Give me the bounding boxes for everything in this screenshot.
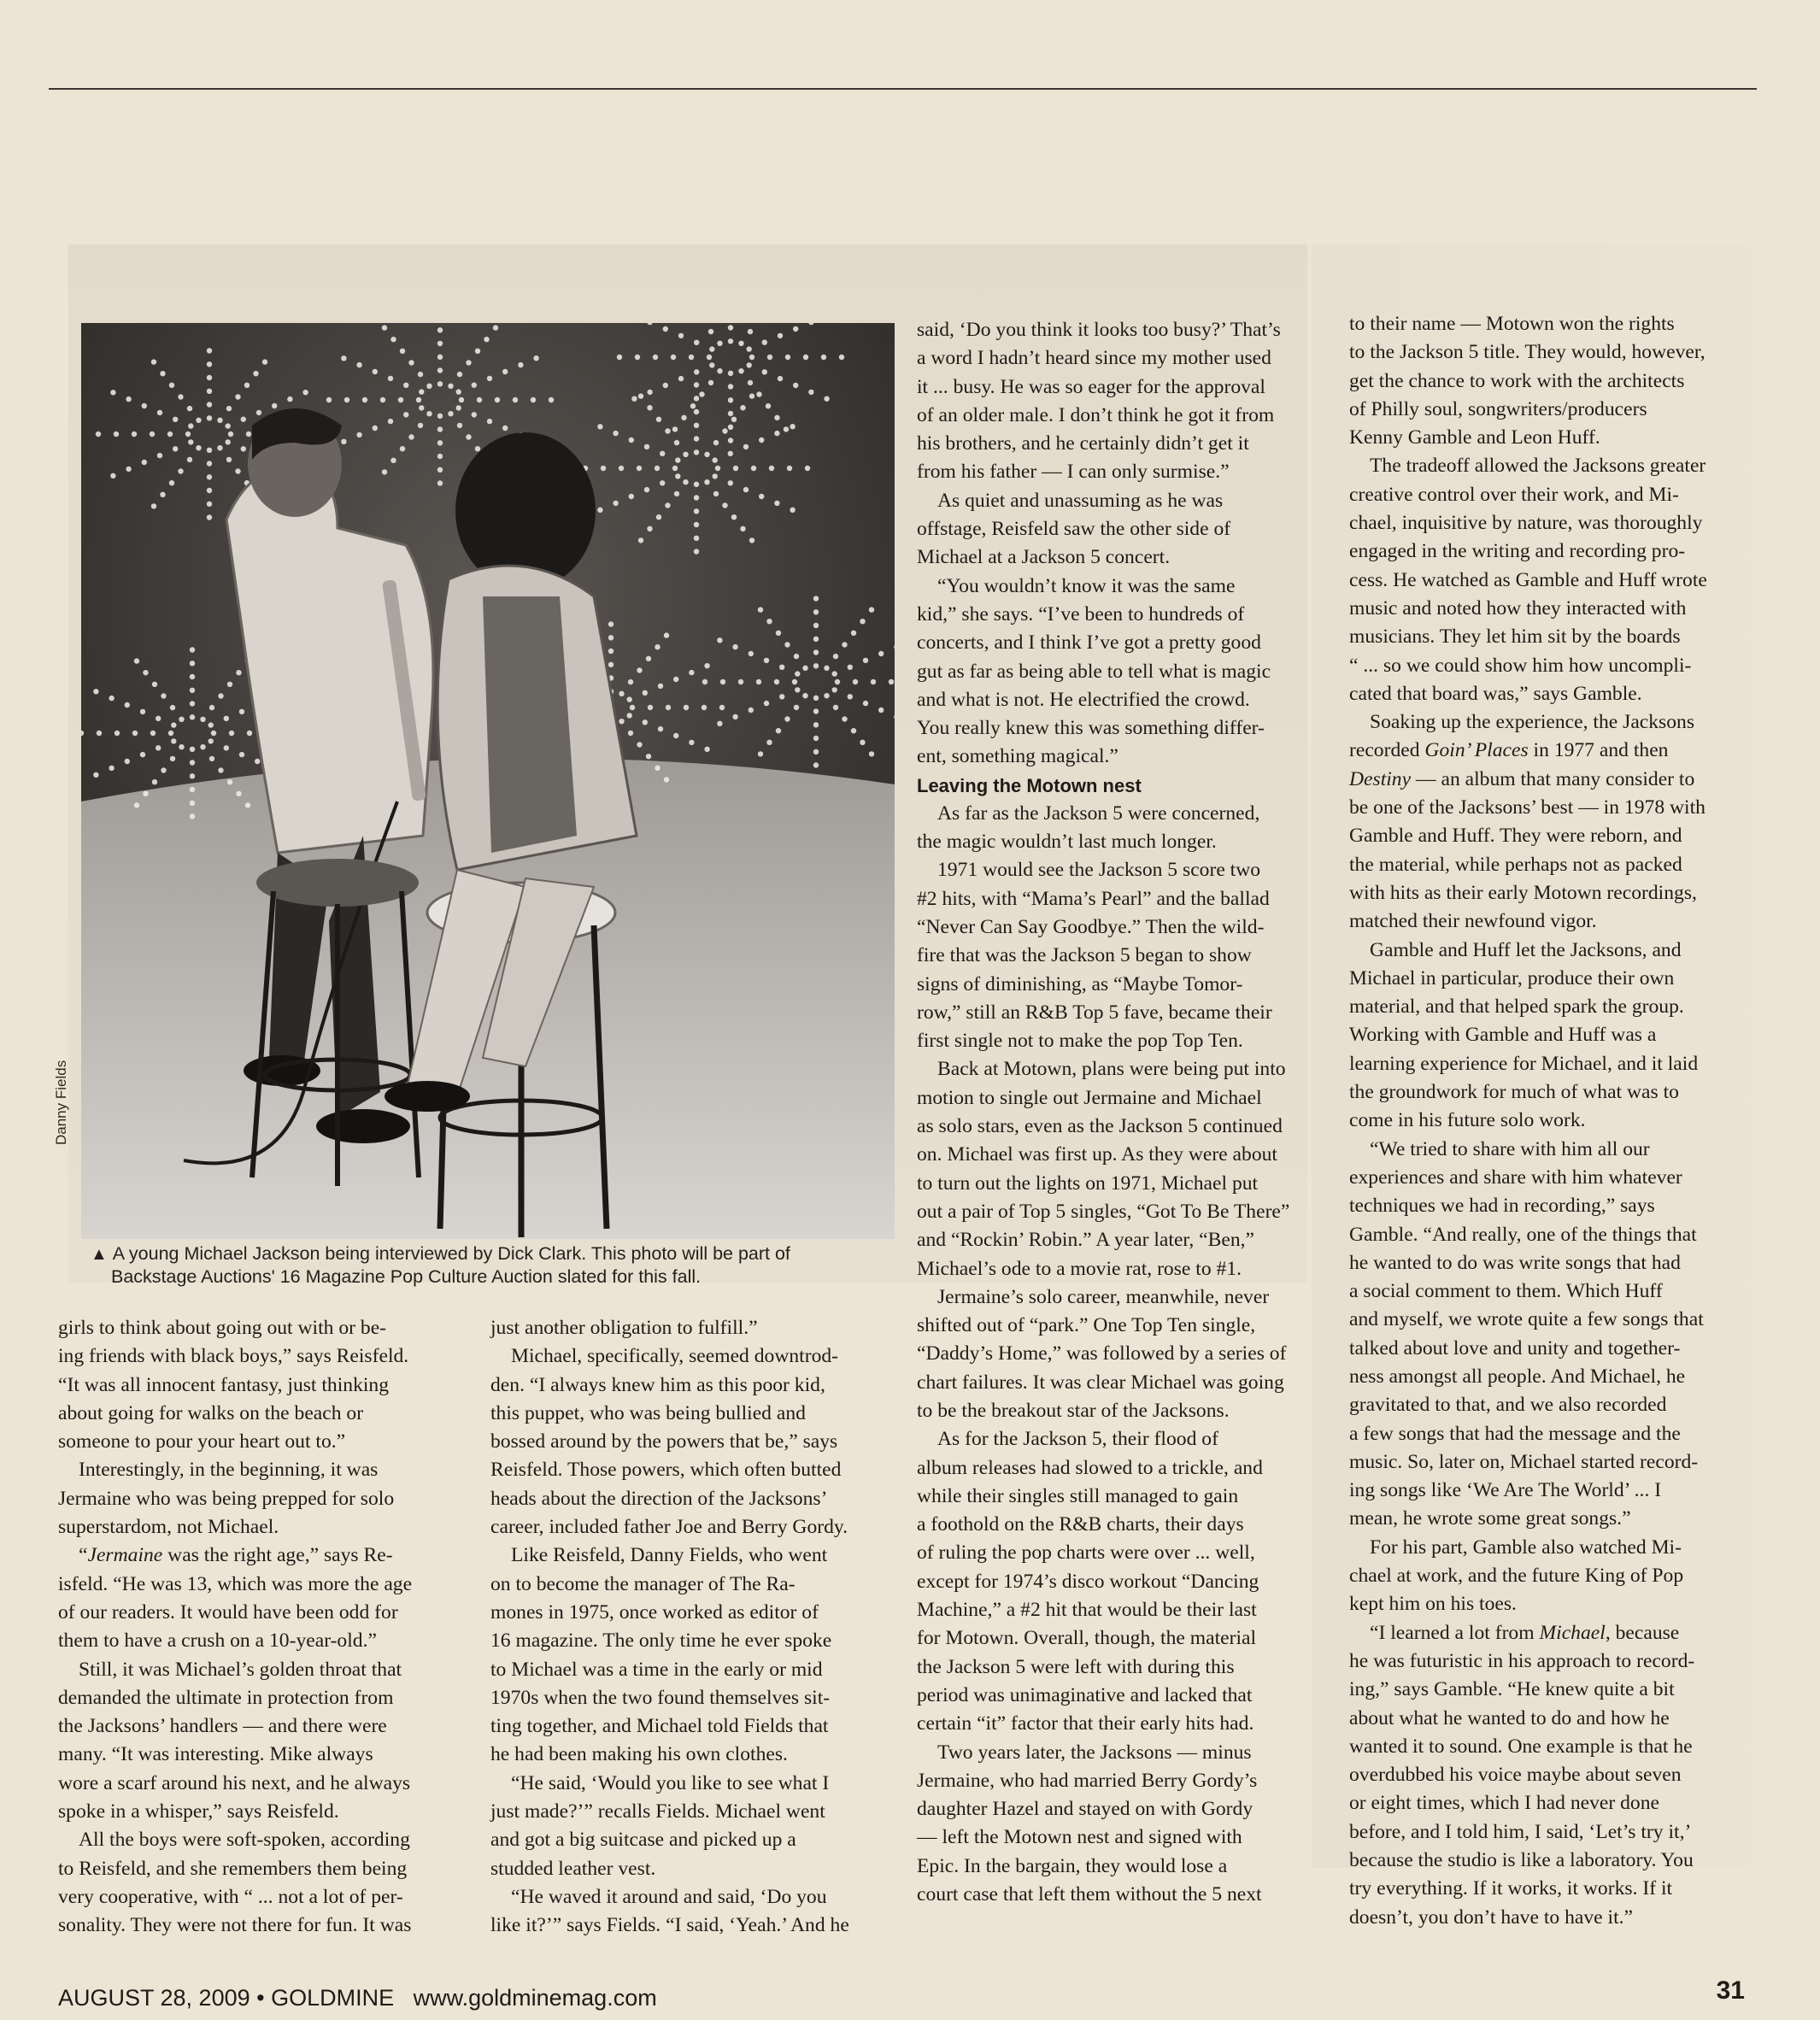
text-line: Back at Motown, plans were being put into [937,1058,1286,1081]
paragraph [490,1314,896,1342]
text-line: 1970s when the two found themselves sit- [490,1686,831,1709]
text-line: shifted out of “park.” One Top Ten single, [917,1314,1256,1337]
paragraph [1349,1136,1768,1534]
text-line: of our readers. It would have been odd for [58,1600,398,1624]
text-line: with hits as their early Motown recordings, [1349,881,1697,904]
text-line: signs of diminishing, as “Maybe Tomor- [917,972,1243,995]
text-line: of Philly soul, songwriters/producers [1349,397,1647,420]
text-line: ness amongst all people. And Michael, he [1349,1365,1686,1388]
text-line: Jermaine’s solo career, meanwhile, never [937,1285,1270,1308]
paragraph [917,316,1336,487]
text-line: chael, inquisitive by nature, was thoroughly [1349,512,1703,535]
text-line: just another obligation to fulfill.” [490,1317,758,1339]
text-line: creative control over their work, and Mi- [1349,483,1679,506]
text-line: Machine,” a #2 hit that would be their last [917,1599,1257,1622]
text-line: his brothers, and he certainly didn’t get it [917,432,1249,455]
text-line: because the studio is like a laboratory. You [1349,1849,1694,1872]
text-line: den. “I always knew him as this poor kid, [490,1373,825,1396]
text-line: Destiny — an album that many consider to [1349,767,1695,790]
text-line: motion to single out Jermaine and Michael [917,1086,1262,1109]
paragraph [490,1342,896,1541]
paragraph [917,573,1336,772]
text-line: certain “it” factor that their early hits had. [917,1712,1254,1735]
text-line: As quiet and unassuming as he was [937,489,1224,512]
text-line: the Jacksons’ handlers — and there were [58,1715,387,1738]
paragraph [1349,708,1768,936]
text-line: before, and I told him, I said, ‘Let’s try it,’ [1349,1820,1692,1843]
text-line: out a pair of Top 5 singles, “Got To Be There” [917,1200,1290,1223]
caption-triangle-icon: ▲ [91,1245,108,1264]
page-number: 31 [1716,1976,1745,2005]
page-footer [58,1985,657,2011]
text-line: music and noted how they interacted with [1349,596,1687,620]
paragraph [58,1826,477,1940]
text-line: Michael’s ode to a movie rat, rose to #1. [917,1257,1242,1280]
text-line: cess. He watched as Gamble and Huff wrote [1349,568,1707,591]
caption-line: A young Michael Jackson being interviewed by Dick Clark. This photo will be part of [112,1243,790,1264]
text-line: come in his future solo work. [1349,1109,1586,1132]
text-line: of an older male. I don’t think he got it from [917,403,1275,426]
text-line: it ... busy. He was so eager for the approval [917,375,1265,398]
paragraph [917,800,1336,857]
text-line: row,” still an R&B Top 5 fave, became their [917,1001,1272,1024]
paragraph [917,1739,1336,1910]
text-line: Working with Gamble and Huff was a [1349,1024,1657,1047]
photo-michael-jackson-dick-clark [81,323,895,1239]
text-line: the material, while perhaps not as packed [1349,853,1682,876]
paragraph [1349,452,1768,708]
text-line: period was unimaginative and lacked that [917,1683,1253,1706]
text-line: wore a scarf around his next, and he always [58,1771,411,1794]
text-line: for Motown. Overall, though, the material [917,1627,1257,1650]
text-line: offstage, Reisfeld saw the other side of [917,518,1231,541]
paragraph [1349,937,1768,1136]
text-line: to Michael was a time in the early or mid [490,1658,823,1681]
text-line: girls to think about going out with or be- [58,1317,387,1339]
text-line: first single not to make the pop Top Ten. [917,1030,1243,1053]
text-line: Kenny Gamble and Leon Huff. [1349,426,1600,449]
text-line: get the chance to work with the architects [1349,369,1685,392]
text-line: Jermaine who was being prepped for solo [58,1487,395,1510]
text-line: mean, he wrote some great songs.” [1349,1507,1631,1530]
article-column-1 [58,1314,477,1941]
text-line: musicians. They let him sit by the boards [1349,625,1681,649]
text-line: Michael at a Jackson 5 concert. [917,546,1171,569]
text-line: of ruling the pop charts were over ... well, [917,1541,1255,1565]
text-line: to be the breakout star of the Jacksons. [917,1399,1230,1422]
text-line: said, ‘Do you think it looks too busy?’ That’s [917,319,1281,341]
text-line: from his father — I can only surmise.” [917,461,1230,484]
text-line: someone to pour your heart out to.” [58,1430,346,1453]
text-line: studded leather vest. [490,1857,656,1880]
text-line: kept him on his toes. [1349,1593,1517,1616]
text-line: very cooperative, with “ ... not a lot of per- [58,1885,403,1908]
text-line: and myself, we wrote quite a few songs that [1349,1308,1704,1331]
text-line: Michael in particular, produce their own [1349,966,1675,989]
text-line: “You wouldn’t know it was the same [937,574,1236,597]
text-line: ing songs like ‘We Are The World’ ... I [1349,1479,1662,1502]
text-line: the groundwork for much of what was to [1349,1081,1679,1104]
text-line: career, included father Joe and Berry Gordy. [490,1516,848,1539]
text-line: isfeld. “He was 13, which was more the age [58,1572,413,1595]
text-line: sonality. They were not there for fun. It was [58,1914,412,1937]
footer-text: AUGUST 28, 2009 • GOLDMINE www.goldminemag.com [58,1985,657,2011]
caption-line: Backstage Auctions' 16 Magazine Pop Culture Auction slated for this fall. [111,1266,702,1287]
text-line: mones in 1975, once worked as editor of [490,1600,819,1624]
text-line: to turn out the lights on 1971, Michael put [917,1171,1259,1195]
text-line: ing friends with black boys,” says Reisfeld. [58,1345,409,1368]
text-line: while their singles still managed to gain [917,1484,1239,1507]
text-line: court case that left them without the 5 next [917,1883,1262,1906]
text-line: 16 magazine. The only time he ever spoke [490,1630,832,1653]
text-line: “Daddy’s Home,” was followed by a series of [917,1342,1287,1365]
text-line: them to have a crush on a 10-year-old.” [58,1630,377,1653]
text-line: on to become the manager of The Ra- [490,1572,796,1595]
text-line: be one of the Jacksons’ best — in 1978 with [1349,796,1706,819]
text-line: as solo stars, even as the Jackson 5 continued [917,1115,1283,1138]
text-line: chael at work, and the future King of Pop [1349,1565,1684,1588]
text-line: #2 hits, with “Mama’s Pearl” and the ballad [917,887,1270,910]
text-line: The tradeoff allowed the Jacksons greater [1370,455,1706,478]
text-line: except for 1974’s disco workout “Dancing [917,1570,1259,1593]
text-line: daughter Hazel and stayed on with Gordy [917,1798,1253,1821]
section-heading: Leaving the Motown nest [917,774,1142,796]
text-line: about going for walks on the beach or [58,1401,364,1424]
text-line: he was futuristic in his approach to record- [1349,1649,1695,1672]
paragraph [58,1456,477,1541]
text-line: Jermaine, who had married Berry Gordy’s [917,1769,1258,1792]
text-line: like it?’” says Fields. “I said, ‘Yeah.’ And he [490,1914,849,1937]
text-line: Epic. In the bargain, they would lose a [917,1854,1228,1877]
text-line: and what is not. He electrified the crowd. [917,688,1250,711]
text-line: just made?’” recalls Fields. Michael went [490,1800,825,1823]
text-line: “ ... so we could show him how uncompli- [1349,654,1692,677]
text-line: a social comment to them. Which Huff [1349,1280,1663,1303]
text-line: “He said, ‘Would you like to see what I [511,1771,830,1794]
text-line: “It was all innocent fantasy, just thinking [58,1373,390,1396]
text-line: recorded Goin’ Places in 1977 and then [1349,739,1669,762]
text-line: a word I hadn’t heard since my mother used [917,347,1271,370]
paragraph [917,856,1336,1055]
text-line: spoke in a whisper,” says Reisfeld. [58,1800,339,1823]
text-line: Still, it was Michael’s golden throat that [79,1658,402,1681]
text-line: learning experience for Michael, and it laid [1349,1052,1699,1075]
text-line: material, and that helped spark the group. [1349,995,1684,1019]
text-line: “He waved it around and said, ‘Do you [511,1885,827,1908]
photo-credit: Danny Fields [53,1060,69,1145]
article-column-3 [917,316,1336,1909]
text-line: ent, something magical.” [917,745,1118,768]
paragraph [1349,1534,1768,1619]
text-line: this puppet, who was being bullied and [490,1401,806,1424]
text-line: “Jermaine was the right age,” says Re- [79,1544,393,1567]
text-line: gravitated to that, and we also recorded [1349,1394,1667,1417]
text-line: 1971 would see the Jackson 5 score two [937,859,1261,882]
paragraph [917,487,1336,573]
text-line: fire that was the Jackson 5 began to show [917,944,1252,967]
text-line: “I learned a lot from Michael, because [1370,1621,1680,1644]
text-line: As far as the Jackson 5 were concerned, [937,802,1260,825]
text-line: to the Jackson 5 title. They would, however, [1349,341,1706,364]
text-line: Soaking up the experience, the Jacksons [1370,711,1695,734]
text-line: heads about the direction of the Jacksons’ [490,1487,828,1510]
text-line: or eight times, which I had never done [1349,1792,1659,1815]
paragraph [1349,310,1768,452]
paragraph [917,1283,1336,1425]
text-line: demanded the ultimate in protection from [58,1686,394,1709]
text-line: to their name — Motown won the rights [1349,313,1675,335]
text-line: Interestingly, in the beginning, it was [79,1459,379,1482]
text-line: kid,” she says. “I’ve been to hundreds of [917,602,1245,625]
paragraph [917,1425,1336,1738]
text-line: chart failures. It was clear Michael was going [917,1371,1284,1394]
text-line: the magic wouldn’t last much longer. [917,831,1217,854]
text-line: on. Michael was first up. As they were about [917,1143,1277,1166]
paragraph [490,1541,896,1769]
paragraph [1349,1619,1768,1932]
text-line: concerts, and I think I’ve got a pretty good [917,631,1261,655]
text-line: album releases had slowed to a trickle, and [917,1456,1263,1479]
article-column-2 [490,1314,896,1941]
text-line: about what he wanted to do and how he [1349,1706,1670,1729]
text-line: — left the Motown nest and signed with [917,1826,1242,1849]
text-line: gut as far as being able to tell what is magic [917,660,1271,683]
text-line: to Reisfeld, and she remembers them being [58,1857,408,1880]
text-line: engaged in the writing and recording pro- [1349,540,1686,563]
text-line: and got a big suitcase and picked up a [490,1829,796,1852]
article-column-4 [1349,310,1768,1932]
text-line: Gamble. “And really, one of the things that [1349,1223,1697,1246]
text-line: music. So, later on, Michael started record- [1349,1450,1699,1473]
text-line: “Never Can Say Goodbye.” Then the wild- [917,915,1265,938]
paragraph [917,1055,1336,1283]
text-line: a foothold on the R&B charts, their days [917,1513,1244,1536]
top-rule [49,88,1757,90]
text-line: bossed around by the powers that be,” says [490,1430,838,1453]
text-line: experiences and share with him whatever [1349,1166,1682,1189]
text-line: doesn’t, you don’t have to have it.” [1349,1905,1633,1929]
text-line: try everything. If it works, it works. If it [1349,1877,1673,1900]
paragraph [490,1883,896,1941]
text-line: he had been making his own clothes. [490,1743,788,1766]
text-line: talked about love and unity and together- [1349,1336,1681,1359]
text-line: a few songs that had the message and the [1349,1422,1681,1445]
text-line: Michael, specifically, seemed downtrod- [511,1345,839,1368]
text-line: wanted it to sound. One example is that he [1349,1735,1693,1758]
text-line: Like Reisfeld, Danny Fields, who went [511,1544,828,1567]
text-line: All the boys were soft-spoken, according [79,1829,410,1852]
text-line: ing,” says Gamble. “He knew quite a bit [1349,1678,1675,1701]
paragraph [58,1314,477,1456]
text-line: cated that board was,” says Gamble. [1349,682,1642,705]
text-line: matched their newfound vigor. [1349,910,1597,933]
text-line: he wanted to do was write songs that had [1349,1251,1681,1274]
text-line: You really knew this was something differ- [917,717,1265,740]
text-line: For his part, Gamble also watched Mi- [1370,1536,1682,1559]
text-line: ting together, and Michael told Fields that [490,1715,829,1738]
text-line: superstardom, not Michael. [58,1516,279,1539]
text-line: As for the Jackson 5, their flood of [937,1428,1218,1451]
text-line: Reisfeld. Those powers, which often butted [490,1459,842,1482]
text-line: Two years later, the Jacksons — minus [937,1741,1252,1764]
paragraph [58,1656,477,1827]
text-line: “We tried to share with him all our [1370,1137,1650,1160]
text-line: overdubbed his voice maybe about seven [1349,1764,1682,1787]
paragraph [58,1541,477,1655]
text-line: Gamble and Huff let the Jacksons, and [1370,938,1682,961]
text-line: techniques we had in recording,” says [1349,1195,1655,1218]
text-line: the Jackson 5 were left with during this [917,1655,1235,1678]
text-line: and “Rockin’ Robin.” A year later, “Ben,” [917,1229,1254,1252]
photo-caption [91,1242,911,1288]
text-line: Gamble and Huff. They were reborn, and [1349,825,1682,848]
paragraph [490,1770,896,1883]
text-line: many. “It was interesting. Mike always [58,1743,373,1766]
